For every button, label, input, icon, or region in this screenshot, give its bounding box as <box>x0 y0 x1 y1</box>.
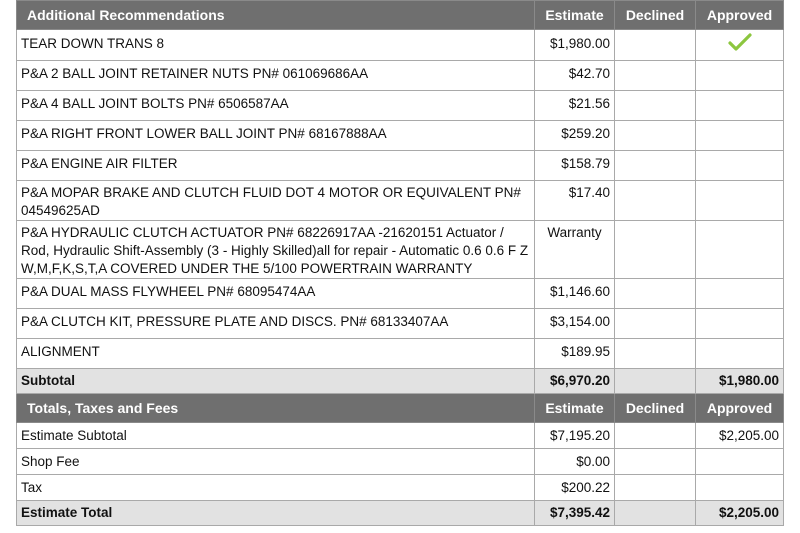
item-description: P&A CLUTCH KIT, PRESSURE PLATE AND DISCS. PN# 68133407AA <box>17 309 535 339</box>
subtotal-approved: $1,980.00 <box>696 369 784 394</box>
item-estimate: $21.56 <box>535 91 615 121</box>
item-estimate: $189.95 <box>535 339 615 369</box>
item-description: P&A ENGINE AIR FILTER <box>17 151 535 181</box>
table-row <box>17 91 784 121</box>
declined-column-header: Declined <box>615 1 696 30</box>
item-estimate: $259.20 <box>535 121 615 151</box>
totals-declined <box>615 475 696 501</box>
estimate-total-row <box>17 501 784 526</box>
totals-estimate: $0.00 <box>535 449 615 475</box>
item-approved-cell[interactable] <box>696 91 784 121</box>
totals-declined-header: Declined <box>615 394 696 423</box>
subtotal-label: Subtotal <box>17 369 535 394</box>
totals-label: Shop Fee <box>17 449 535 475</box>
item-approved-cell[interactable] <box>696 30 784 61</box>
item-approved-cell[interactable] <box>696 221 784 279</box>
item-estimate: $3,154.00 <box>535 309 615 339</box>
item-description: TEAR DOWN TRANS 8 <box>17 30 535 61</box>
totals-title: Totals, Taxes and Fees <box>17 394 535 423</box>
table-row <box>17 61 784 91</box>
totals-approved <box>696 449 784 475</box>
totals-declined <box>615 449 696 475</box>
table-row <box>17 221 784 279</box>
table-row <box>17 151 784 181</box>
estimate-total-estimate: $7,395.42 <box>535 501 615 526</box>
item-estimate: $1,980.00 <box>535 30 615 61</box>
recommendations-header <box>17 1 784 30</box>
item-approved-cell[interactable] <box>696 151 784 181</box>
totals-approved-header: Approved <box>696 394 784 423</box>
item-approved-cell[interactable] <box>696 309 784 339</box>
table-row <box>17 121 784 151</box>
recommendations-title: Additional Recommendations <box>17 1 535 30</box>
subtotal-declined <box>615 369 696 394</box>
totals-approved <box>696 475 784 501</box>
item-description: P&A MOPAR BRAKE AND CLUTCH FLUID DOT 4 MOTOR OR EQUIVALENT PN# 04549625AD <box>17 181 535 221</box>
totals-estimate: $200.22 <box>535 475 615 501</box>
item-declined-cell[interactable] <box>615 61 696 91</box>
item-estimate: $17.40 <box>535 181 615 221</box>
item-approved-cell[interactable] <box>696 339 784 369</box>
item-estimate: $1,146.60 <box>535 279 615 309</box>
totals-label: Estimate Subtotal <box>17 423 535 449</box>
item-declined-cell[interactable] <box>615 181 696 221</box>
item-description: P&A 4 BALL JOINT BOLTS PN# 6506587AA <box>17 91 535 121</box>
approved-column-header: Approved <box>696 1 784 30</box>
table-row <box>17 181 784 221</box>
item-declined-cell[interactable] <box>615 91 696 121</box>
table-row <box>17 339 784 369</box>
table-row <box>17 30 784 61</box>
item-declined-cell[interactable] <box>615 279 696 309</box>
estimate-subtotal-row <box>17 423 784 449</box>
item-estimate: Warranty <box>535 221 615 279</box>
check-icon <box>728 32 752 52</box>
subtotal-estimate: $6,970.20 <box>535 369 615 394</box>
item-declined-cell[interactable] <box>615 30 696 61</box>
estimate-total-label: Estimate Total <box>17 501 535 526</box>
estimate-column-header: Estimate <box>535 1 615 30</box>
totals-header <box>17 394 784 423</box>
item-declined-cell[interactable] <box>615 309 696 339</box>
estimate-table <box>16 0 784 526</box>
totals-estimate: $7,195.20 <box>535 423 615 449</box>
subtotal-row <box>17 369 784 394</box>
item-approved-cell[interactable] <box>696 181 784 221</box>
totals-declined <box>615 423 696 449</box>
item-declined-cell[interactable] <box>615 339 696 369</box>
tax-row <box>17 475 784 501</box>
item-description: P&A HYDRAULIC CLUTCH ACTUATOR PN# 68226917AA -21620151 Actuator / Rod, Hydraulic Shift-Assembly (3 - Highly Skilled)all for repair - Automatic 0.6 0.6 F Z W,M,F,K,S,T,A COVERED UNDER THE 5/100 POWERTRAIN WARRANTY <box>17 221 535 279</box>
item-approved-cell[interactable] <box>696 61 784 91</box>
totals-label: Tax <box>17 475 535 501</box>
table-row <box>17 309 784 339</box>
item-description: P&A RIGHT FRONT LOWER BALL JOINT PN# 68167888AA <box>17 121 535 151</box>
item-declined-cell[interactable] <box>615 121 696 151</box>
estimate-total-declined <box>615 501 696 526</box>
estimate-total-approved: $2,205.00 <box>696 501 784 526</box>
item-description: P&A DUAL MASS FLYWHEEL PN# 68095474AA <box>17 279 535 309</box>
item-declined-cell[interactable] <box>615 221 696 279</box>
table-row <box>17 279 784 309</box>
item-estimate: $42.70 <box>535 61 615 91</box>
item-declined-cell[interactable] <box>615 151 696 181</box>
item-description: ALIGNMENT <box>17 339 535 369</box>
shop-fee-row <box>17 449 784 475</box>
item-approved-cell[interactable] <box>696 279 784 309</box>
item-estimate: $158.79 <box>535 151 615 181</box>
item-approved-cell[interactable] <box>696 121 784 151</box>
item-description: P&A 2 BALL JOINT RETAINER NUTS PN# 061069686AA <box>17 61 535 91</box>
totals-estimate-header: Estimate <box>535 394 615 423</box>
totals-approved: $2,205.00 <box>696 423 784 449</box>
